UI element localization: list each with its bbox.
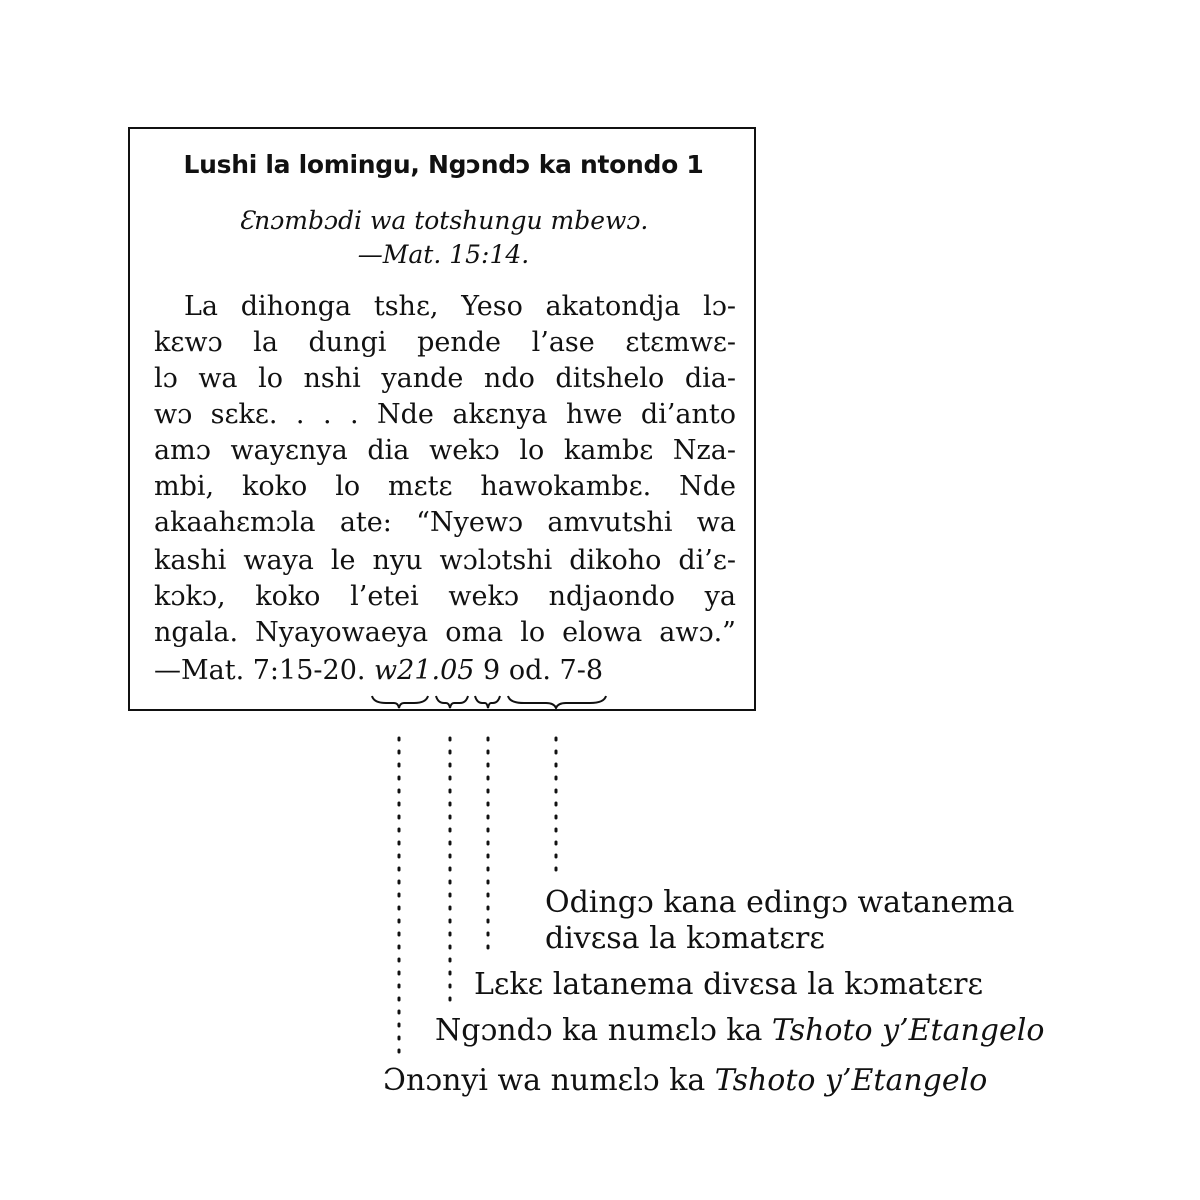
paragraph-line: mbi, koko lo mɛtɛ hawokambɛ. Nde xyxy=(154,471,736,502)
page-number: 9 xyxy=(483,655,501,686)
paragraphs-label-line2: divɛsa la kɔmatɛrɛ xyxy=(545,921,825,956)
paragraph-line: kɛwɔ la dungi pende l’ase ɛtɛmwɛ- xyxy=(154,327,736,358)
paragraph-line: ngala. Nyayowaeya oma lo elowa awɔ.” xyxy=(154,617,736,648)
month-label-publication: Tshoto y’Etangelo xyxy=(771,1013,1045,1048)
paragraphs-label-line1: Odingɔ kana edingɔ watanema xyxy=(545,885,1015,920)
paragraph-line: kashi waya le nyu wɔlɔtshi dikoho di’ɛ- xyxy=(154,545,736,576)
theme-verse-line1: Ɛnɔmbɔdi wa totshungu mbewɔ. xyxy=(238,206,649,235)
month-label-text: Ngɔndɔ ka numɛlɔ ka xyxy=(435,1013,772,1048)
paragraph-line: kɔkɔ, koko l’etei wekɔ ndjaondo ya xyxy=(154,581,736,612)
paragraph-line: La dihonga tshɛ, Yeso akatondja lɔ- xyxy=(184,291,736,322)
year-label-publication: Tshoto y’Etangelo xyxy=(714,1063,988,1098)
year-label xyxy=(383,1064,987,1098)
page-label: Lɛkɛ latanema divɛsa la kɔmatɛrɛ xyxy=(474,967,984,1002)
theme-verse-reference: —Mat. 15:14. xyxy=(357,240,530,269)
brace-page xyxy=(475,696,500,708)
paragraph-line: amɔ wayɛnya dia wekɔ lo kambɛ Nza- xyxy=(154,435,736,466)
issue-code: w21.05 xyxy=(374,655,475,686)
paragraph-line: lɔ wa lo nshi yande ndo ditshelo dia- xyxy=(154,363,736,394)
brace-year xyxy=(372,696,428,708)
paragraph-numbers: od. 7-8 xyxy=(508,655,604,686)
scripture-reference: —Mat. 7:15-20. xyxy=(154,655,366,686)
brace-paragraphs xyxy=(508,696,606,708)
paragraph-line: akaahɛmɔla ate: “Nyewɔ amvutshi wa xyxy=(154,507,736,538)
brace-month xyxy=(436,696,468,708)
paragraph-line: wɔ sɛkɛ. . . . Nde akɛnya hwe di’anto xyxy=(154,399,736,430)
month-label xyxy=(435,1014,1044,1048)
daily-text-title: Lushi la lomingu, Ngɔndɔ ka ntondo 1 xyxy=(183,150,704,179)
year-label-text: Ɔnɔnyi wa numɛlɔ ka xyxy=(383,1063,715,1098)
